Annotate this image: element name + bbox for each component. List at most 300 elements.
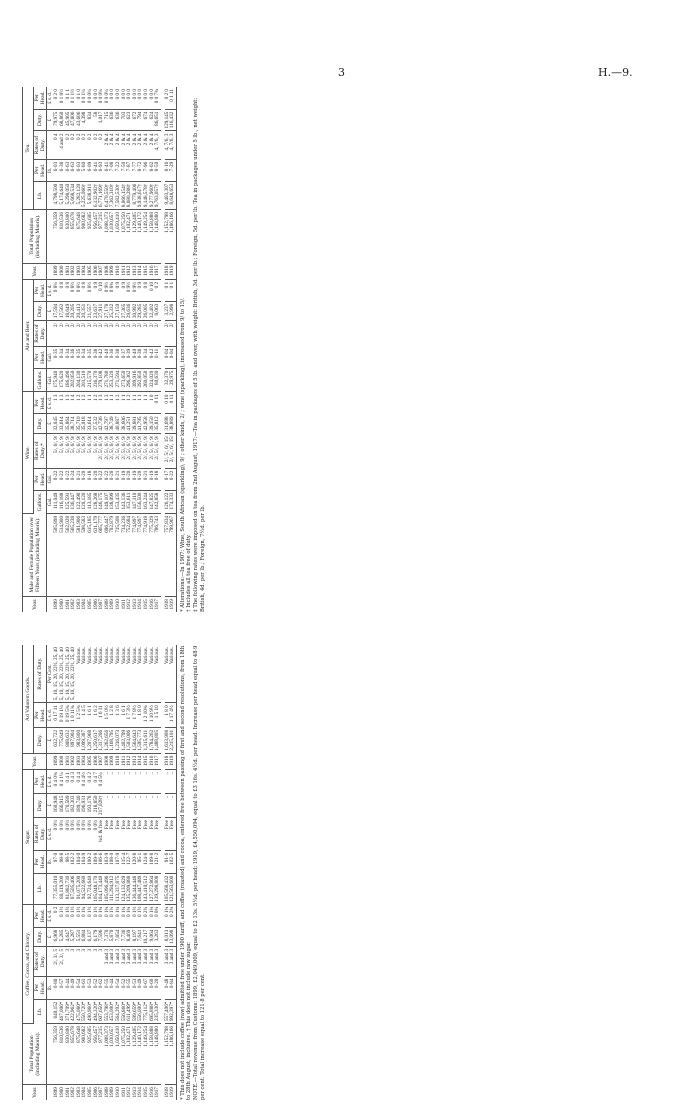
table-cell: 113,185 <box>88 490 94 513</box>
table-cell: 2/, 5/, 6/, 9/ <box>138 433 144 468</box>
table-cell: 309,916 <box>133 368 139 392</box>
unit-money: £ s. d. <box>47 770 55 793</box>
table-cell: 453,000* <box>110 999 116 1023</box>
table-cell: 2 & 4 <box>110 131 116 159</box>
table-cell: 324,020 <box>150 368 156 392</box>
table-cell: 41,251 <box>127 414 133 433</box>
table-cell: 42,797 <box>105 414 111 433</box>
table-cell: 1905 <box>88 753 94 769</box>
table-cell: 43,606 <box>77 109 83 131</box>
table-cell: 1903 <box>77 263 83 279</box>
table-cell: 1,317,206 <box>99 727 105 753</box>
table-cell: 1918 <box>165 263 171 279</box>
table-cell: 2/ <box>133 321 139 347</box>
col-tea-lb: Lb. <box>34 181 47 209</box>
table-cell: 0 0 0 <box>144 87 150 109</box>
table-cell: 204,130 <box>77 368 83 392</box>
table-cell: 0·84 <box>170 976 176 999</box>
table-cell: 128,268 <box>94 490 100 513</box>
table-cell: 115·4 <box>122 850 128 873</box>
table-cell: 2 & 4 <box>105 131 111 159</box>
table-cell: Free <box>150 818 156 851</box>
unit-lb: lb. <box>47 159 55 181</box>
col-sugar-duty-per-head: Per Head. <box>34 770 47 793</box>
table-cell: 1901 <box>66 753 72 769</box>
table-cell: 632,722 <box>54 727 60 753</box>
table-cell: 1 6 2 <box>94 703 100 728</box>
table-cell: 7·77 <box>133 159 139 181</box>
table-cell: 9,938,617† <box>138 181 144 209</box>
table-cell: 174,333 <box>170 490 176 513</box>
table-cell: 5,225,066† <box>82 181 88 209</box>
table-cell: 756,359 <box>54 1024 60 1085</box>
table-cell: 1,008,373 <box>105 1024 111 1085</box>
table-cell: 1917 <box>155 753 161 769</box>
table-cell: 0·38 <box>94 346 100 368</box>
table-cell: 113,337,875 <box>116 873 122 904</box>
table-cell: 6,132,902† <box>94 181 100 209</box>
table-cell: 557,406* <box>165 999 171 1023</box>
col-year-2: Year. <box>23 263 47 279</box>
document-reference: H.—9. <box>598 66 633 79</box>
footnote: * This does not include coffee (raw) admitted free under 1900 tariff, and coffee (roasted) and cocoa, entered free between passing of first and second resolutions, from 18th to 28th August, inclusive. † This does not include raw sugar. <box>179 645 193 1100</box>
col-tea-rates: Rates of Duty. <box>34 131 47 159</box>
footnotes <box>180 87 206 612</box>
table-cell: 6,137 <box>88 927 94 946</box>
table-cell: 147,825 <box>150 490 156 513</box>
table-cell: 1902 <box>71 753 77 769</box>
table-cell: Free <box>122 818 128 851</box>
table-cell: 1899 <box>54 753 60 769</box>
table-cell: 3,263 <box>155 927 161 946</box>
table-cell: 696,447 <box>105 513 111 596</box>
table-cell: 166,915 <box>60 793 66 817</box>
footnote: † Includes all tea free of duty. <box>186 534 193 612</box>
table-cell: 0 1 1 <box>66 87 72 109</box>
table-cell: 1,488,805 <box>155 727 161 753</box>
table-cell: 1916 <box>148 1087 155 1098</box>
table-cell: 0·61 <box>82 976 88 999</box>
table-cell: 2/ <box>94 321 100 347</box>
table-cell: 175,620 <box>60 368 66 392</box>
table-cell: 35,018 <box>82 414 88 433</box>
table-cell: 1 8 0 <box>138 703 144 728</box>
table-cell: 77,355,010 <box>54 873 60 904</box>
table-cell: 47,806 <box>71 109 77 131</box>
table-cell: 8,066,154† <box>122 181 128 209</box>
table-cell: Free <box>133 818 139 851</box>
table-cell: 1 2 <box>82 392 88 414</box>
table-cell: 514,900 <box>60 513 66 596</box>
table-cell: 20,413 <box>77 301 83 320</box>
table-cell: 775,112* <box>144 999 150 1023</box>
col-wine-duty: Duty. <box>34 414 47 433</box>
table-cell: 109·8 <box>94 850 100 873</box>
table-cell: 1905 <box>86 1087 93 1098</box>
table-cell: .. <box>127 793 133 817</box>
table-cell: 1 4 5 <box>82 703 88 728</box>
table-cell: 636 <box>110 109 116 131</box>
table-cell: 3 and 3 <box>105 946 111 976</box>
table-cell: 2/ <box>122 321 128 347</box>
table-cell: 3 and 3 <box>133 946 139 976</box>
table-cell: 5, 10, 15, 20, 22½, 25, 40 <box>60 645 66 703</box>
table-cell: 556,860* <box>122 999 128 1023</box>
table-cell: 124·8 <box>144 850 150 873</box>
table-cell: 3 and 3 <box>155 946 161 976</box>
col-coffee-per-head: Per Head. <box>34 976 47 999</box>
table-cell: 236,370 <box>94 368 100 392</box>
table-cell: 0 4 0¾ <box>54 770 60 793</box>
table-cell: 3 and 3 <box>170 946 176 976</box>
table-cell: 1,149,254 <box>144 1024 150 1085</box>
table-cell: 1900 <box>60 263 66 279</box>
table-cell: 0 1 0 <box>77 87 83 109</box>
table-cell: Various. <box>144 645 150 703</box>
col-total-pop: Total Population (including Maoris). <box>23 210 47 263</box>
table-cell: 0·04 <box>165 346 171 368</box>
table-cell: 108,447,489 <box>138 873 144 904</box>
table-cell: 0·67 <box>144 976 150 999</box>
table-cell: .. <box>116 770 122 793</box>
table-cell: 756,359 <box>54 210 60 263</box>
table-cell: 0 8½ <box>77 279 83 301</box>
table-cell: 562,028 <box>66 513 72 596</box>
table-cell: 0 4 4 <box>77 770 83 793</box>
table-cell: 1909 <box>109 1087 116 1098</box>
table-cell: 0 11 <box>170 392 176 414</box>
table-cell: 2/ <box>116 321 122 347</box>
table-cell: 7·50 <box>122 159 128 181</box>
table-cell: 0 0½ <box>60 818 66 851</box>
table-cell: 147,110 <box>133 490 139 513</box>
table-cell: 1,503,006 <box>127 727 133 753</box>
table-cell: 3 and 3 <box>165 946 171 976</box>
table-cell: 1,140,172 <box>138 1024 144 1085</box>
unit-lb: lb. <box>47 850 55 873</box>
group-ale: Ale and Beer. <box>23 279 34 392</box>
table-cell: 1904 <box>82 263 88 279</box>
table-cell: 1911 <box>120 1087 127 1098</box>
table-cell: 956,457 <box>94 210 100 263</box>
table-cell: 1900 <box>59 1087 65 1098</box>
table-cell: .. <box>165 770 171 793</box>
unit-gal: Gal. <box>47 490 55 513</box>
table-cell: 170,589 <box>66 793 72 817</box>
table-cell: 715,508 <box>116 513 122 596</box>
table-cell: 253,320 <box>110 368 116 392</box>
table-cell: 0 2 <box>66 131 72 159</box>
table-cell: 0 1¾ <box>165 904 171 927</box>
table-cell: Various. <box>77 645 83 703</box>
table-cell: 0 8 <box>60 279 66 301</box>
table-cell: 422,962* <box>71 999 77 1023</box>
table-cell: 17,594 <box>54 301 60 320</box>
unit-pound: £ <box>47 109 55 131</box>
table-cell: 2/, 5/, 6/, 9/ <box>133 433 139 468</box>
col-year: Year. <box>23 596 47 612</box>
table-cell: 1903 <box>77 753 83 769</box>
table-cell: 565,238 <box>71 513 77 596</box>
table-cell: 1918 <box>163 1087 170 1098</box>
table-cell: 6·63 <box>66 159 72 181</box>
table-cell: 33,614 <box>60 414 66 433</box>
table-cell: .. <box>127 770 133 793</box>
table-cell: 1914 <box>137 599 144 610</box>
table-cell: 494,320* <box>94 999 100 1023</box>
table-cell: 0·42 <box>99 346 105 368</box>
col-year-2: Year. <box>23 753 47 769</box>
table-cell: 1,050,410 <box>116 210 122 263</box>
table-cell: 1919 <box>170 263 176 279</box>
table-cell: 1,149,254 <box>144 210 150 263</box>
table-cell: 3 <box>94 946 100 976</box>
table-cell: Free <box>105 818 111 851</box>
table-cell: 956,457 <box>94 1024 100 1085</box>
table-cell: 0·52 <box>122 976 128 999</box>
table-cell: 0 2 0 <box>54 87 60 109</box>
table-cell: 125,591 <box>66 490 72 513</box>
table-cell: 182,303 <box>71 793 77 817</box>
table-cell: 0 1¾ <box>116 904 122 927</box>
table-cell: 235,330* <box>155 999 161 1023</box>
table-cell: 0·20 <box>138 468 144 490</box>
table-cell: 0·38 <box>138 346 144 368</box>
table-cell: 0·39 <box>127 346 133 368</box>
table-cell: 1,030,657 <box>110 1024 116 1085</box>
table-cell: 925,605 <box>88 1024 94 1085</box>
table-cell: .. <box>144 793 150 817</box>
table-cell: 0 0 1¼ <box>82 87 88 109</box>
table-cell: 143,410,512 <box>144 873 150 904</box>
table-cell: 3 <box>88 946 94 976</box>
table-cell: 808,632 <box>66 727 72 753</box>
table-cell: 79,975 <box>54 109 60 131</box>
table-cell: 116,188 <box>60 490 66 513</box>
table-cell: 136,447 <box>71 490 77 513</box>
table-cell: .. <box>105 793 111 817</box>
table-cell: 0 10 <box>99 279 105 301</box>
table-cell: 5,287 <box>71 927 77 946</box>
table-cell: 1,186,166 <box>170 1024 176 1085</box>
unit-pound: £ <box>47 727 55 753</box>
table-cell: 7·29 <box>170 159 176 181</box>
table-cell: 1,784,262 <box>150 727 156 753</box>
table-cell: 0 17 11 <box>54 703 60 728</box>
table-cell: 0·36 <box>71 346 77 368</box>
table-cell: 27,911 <box>99 301 105 320</box>
table-cell: 490,960* <box>88 999 94 1023</box>
table-cell: 1,207,968 <box>88 727 94 753</box>
table-cell: 1908 <box>103 1087 110 1098</box>
table-cell: 163,244 <box>144 490 150 513</box>
table-cell: 2/ <box>170 321 176 347</box>
table-cell: 38,714 <box>71 414 77 433</box>
table-cell: 1904 <box>81 599 88 610</box>
table-cell: 2/, 3/, 5 <box>54 946 60 976</box>
table-cell: 1 4 <box>71 392 77 414</box>
table-cell: 1901 <box>64 1087 71 1098</box>
table-cell: 1,075,250 <box>122 210 128 263</box>
table-cell: 58 <box>94 109 100 131</box>
table-cell: 135,209,888 <box>127 873 133 904</box>
table-cell: 1907 <box>99 263 105 279</box>
table-cell: .. <box>170 793 176 817</box>
table-cell: 0 8¾ <box>110 279 116 301</box>
unit-gal: Gal. <box>47 368 55 392</box>
table-cell: 0 8 <box>144 279 150 301</box>
table-cell: 0 0 0 <box>150 87 156 109</box>
table-cell: 273,650 <box>122 368 128 392</box>
table-cell: .. <box>110 770 116 793</box>
table-cell: 475,080* <box>77 999 83 1023</box>
table-cell: 1919 <box>169 1087 176 1098</box>
table-cell: 1907 <box>98 1087 105 1098</box>
table-cell: 0·49 <box>71 976 77 999</box>
table-cell: .. <box>105 770 111 793</box>
table-cell: 0·52 <box>94 976 100 999</box>
table-cell: 0·21 <box>77 468 83 490</box>
table-cell: 715 <box>105 109 111 131</box>
table-cell: 1 6 11 <box>99 703 105 728</box>
table-cell: 2/ <box>110 321 116 347</box>
table-cell: 0·04 <box>170 346 176 368</box>
table-cell: 42,958 <box>144 414 150 433</box>
table-cell: 21,557 <box>88 301 94 320</box>
table-cell: 830,800 <box>66 210 72 263</box>
table-cell: 6·41 <box>94 159 100 181</box>
table-cell: 467,006* <box>60 999 66 1023</box>
table-cell: 734,236 <box>122 513 128 596</box>
table-cell: 0·40 <box>105 346 111 368</box>
coffee-sugar-advalorem-table <box>22 645 177 1100</box>
table-cell: 0 1 1½ <box>71 87 77 109</box>
table-cell: 18,649 <box>66 301 72 320</box>
table-cell: 94,522,680 <box>82 873 88 904</box>
table-cell: 5·80 <box>82 159 88 181</box>
table-cell: 8,469 <box>127 927 133 946</box>
table-cell: 636 <box>116 109 122 131</box>
table-cell: 111,294,912 <box>110 873 116 904</box>
table-cell: 0 1½ <box>138 904 144 927</box>
table-cell: 1902 <box>70 1087 77 1098</box>
unit-money: £ s. d. <box>47 392 55 414</box>
col-wine-rates: Rates of Duty.* <box>34 433 47 468</box>
table-cell: 5, 10, 15, 20, 22½, 25, 40 <box>54 645 60 703</box>
table-cell: 2 & 4 <box>150 131 156 159</box>
table-cell: 1904 <box>82 753 88 769</box>
table-cell: 7·22 <box>116 159 122 181</box>
col-wine-per-head: Per Head. <box>34 468 47 490</box>
table-cell: 0·35 <box>88 346 94 368</box>
table-cell: 0 1¾ <box>127 904 133 927</box>
table-cell: 1 3 <box>105 392 111 414</box>
table-cell: 92,724,640 <box>88 873 94 904</box>
table-cell: 0 0 0¼ <box>99 87 105 109</box>
table-cell: Free <box>127 818 133 851</box>
table-cell: 550,720* <box>82 999 88 1023</box>
table-cell: 371,709* <box>66 999 72 1023</box>
col-advalorem-rates: Rates of Duty. <box>34 645 47 703</box>
table-cell: 1 2 5¾ <box>77 703 83 728</box>
table-cell: 1,129,405 <box>133 1024 139 1085</box>
table-cell: 3 and 3 <box>116 946 122 976</box>
table-cell: 26,005 <box>144 301 150 320</box>
table-cell: 5,285 <box>60 927 66 946</box>
table-cell: 0·21 <box>116 468 122 490</box>
table-body <box>54 87 176 612</box>
table-cell: Various. <box>165 645 171 703</box>
table-cell: 9,148,578† <box>144 181 150 209</box>
table-cell: 23,637 <box>94 301 100 320</box>
table-cell: 1916 <box>150 753 156 769</box>
table-cell: 611,499* <box>127 999 133 1023</box>
table-cell: 5/, 6/, 9/ <box>66 433 72 468</box>
table-cell: 0·18 <box>155 468 161 490</box>
table-cell: 29,975 <box>170 368 176 392</box>
table-cell: 0·34 <box>66 346 72 368</box>
table-cell: 107·9 <box>116 850 122 873</box>
table-cell: 6·38 <box>60 159 66 181</box>
table-cell: 4, 7/6, 3 <box>155 131 161 159</box>
table-cell: 0·34 <box>60 346 66 368</box>
table-cell: 0·20 <box>82 468 88 490</box>
table-cell: 0 0½ <box>88 818 94 851</box>
table-cell: 1 5 0½ <box>105 703 111 728</box>
col-tea-per-head: Per Head. <box>34 159 47 181</box>
table-cell: 0 4 1¼ <box>60 770 66 793</box>
col-coffee-duty-per-head: Per Head. <box>34 904 47 927</box>
table-cell: 5,638,911 <box>88 181 94 209</box>
table-cell: 0 1 11 <box>170 87 176 109</box>
wine-ale-tea-table-page <box>22 87 682 612</box>
table-cell: 111,049 <box>54 490 60 513</box>
table-cell: 1915 <box>144 263 150 279</box>
table-cell: 0 1½ <box>88 904 94 927</box>
table-cell: 2,215,101 <box>170 727 176 753</box>
table-cell: 672 <box>133 109 139 131</box>
table-cell: 0·44 <box>66 976 72 999</box>
table-cell: 2/ <box>60 321 66 347</box>
table-cell: 2/, 5/, 6/, 9/ <box>105 433 111 468</box>
table-cell: Various. <box>110 645 116 703</box>
table-cell: 1 2 10¾ <box>144 703 150 728</box>
table-cell: 1,148,880 <box>155 1024 161 1085</box>
table-cell: 1913 <box>131 599 138 610</box>
table-cell: 7·08 <box>110 159 116 181</box>
table-cell: 615,185 <box>88 513 94 596</box>
table-cell: 29,636 <box>127 301 133 320</box>
table-cell: 1,152,798 <box>165 1024 171 1085</box>
coffee-sugar-advalorem-table-page <box>22 645 682 1100</box>
table-cell: 1 3 <box>60 392 66 414</box>
table-cell: 2/, 5/, 6/, 9/ <box>127 433 133 468</box>
table-cell: 5,174,640 <box>60 181 66 209</box>
table-cell: 1909 <box>110 263 116 279</box>
table-cell: 0 9½ <box>127 279 133 301</box>
col-ale-duty: Duty. <box>34 301 47 320</box>
table-cell: 3 and 3 <box>127 946 133 976</box>
table-cell: 1917 <box>155 263 161 279</box>
table-cell: 20,351 <box>82 301 88 320</box>
table-cell: 104·9 <box>82 850 88 873</box>
table-cell: 3 and 3 <box>110 946 116 976</box>
table-cell: 2/ <box>150 321 156 347</box>
table-cell: 1 7 3½ <box>127 703 133 728</box>
table-cell: 1910 <box>116 263 122 279</box>
table-cell: 1,168,795 <box>110 727 116 753</box>
table-cell: 1 3 <box>99 392 105 414</box>
